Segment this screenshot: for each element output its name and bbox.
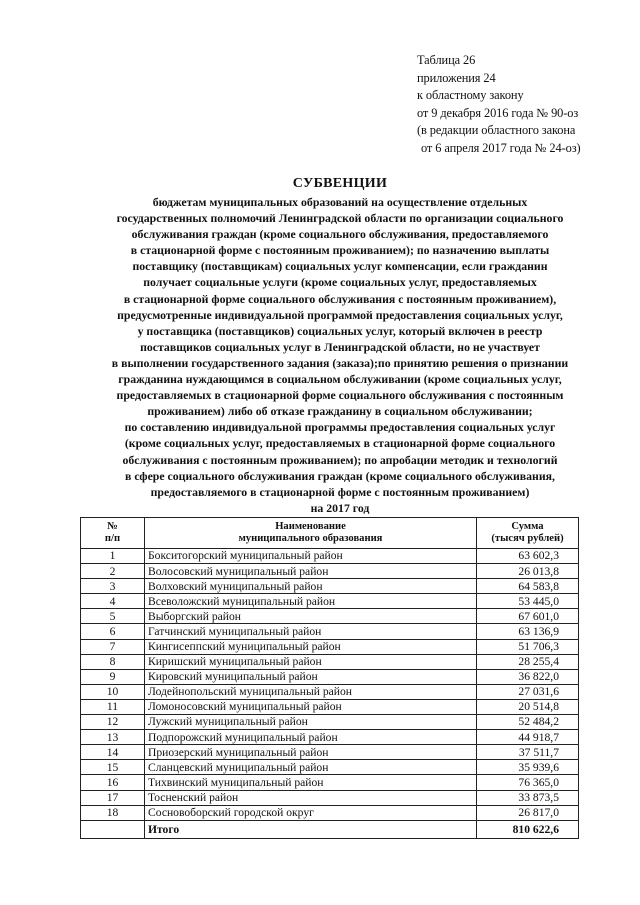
table-row	[81, 699, 579, 714]
total-row	[81, 820, 579, 838]
table-row	[81, 805, 579, 820]
row-name: Приозерский муниципальный район	[145, 745, 477, 760]
table-row	[81, 730, 579, 745]
total-sum: 810 622,6	[477, 820, 579, 838]
header-line: приложения 24	[417, 70, 496, 85]
row-num: 16	[81, 775, 145, 790]
row-name: Гатчинский муниципальный район	[145, 624, 477, 639]
table-row	[81, 775, 579, 790]
subtitle-line: (кроме социальных услуг, предоставляемых в стационарной форме социального	[124, 436, 556, 451]
row-num: 13	[81, 730, 145, 745]
table-row	[81, 624, 579, 639]
row-sum: 76 365,0	[477, 775, 579, 790]
table-row	[81, 669, 579, 684]
table-row	[81, 715, 579, 730]
row-num: 12	[81, 715, 145, 730]
row-name: Кировский муниципальный район	[145, 669, 477, 684]
header-name	[145, 518, 477, 549]
row-num: 10	[81, 684, 145, 699]
header-sum-line1: Сумма	[511, 521, 544, 532]
row-num: 11	[81, 699, 145, 714]
row-sum: 20 514,8	[477, 699, 579, 714]
header-sum-line2: (тысяч рублей)	[491, 533, 564, 544]
row-name: Ломоносовский муниципальный район	[145, 699, 477, 714]
row-num: 17	[81, 790, 145, 805]
row-num: 5	[81, 609, 145, 624]
row-sum: 27 031,6	[477, 684, 579, 699]
row-sum: 63 136,9	[477, 624, 579, 639]
row-sum: 37 511,7	[477, 745, 579, 760]
row-name: Кингисеппский муниципальный район	[145, 639, 477, 654]
table-header-row	[81, 518, 579, 549]
row-name: Волховский муниципальный район	[145, 579, 477, 594]
row-num: 7	[81, 639, 145, 654]
appendix-reference	[417, 52, 637, 158]
row-sum: 63 602,3	[477, 549, 579, 564]
row-sum: 44 918,7	[477, 730, 579, 745]
subsidies-table	[80, 517, 579, 839]
row-sum: 35 939,6	[477, 760, 579, 775]
table-row	[81, 639, 579, 654]
row-num: 8	[81, 654, 145, 669]
row-name: Тихвинский муниципальный район	[145, 775, 477, 790]
header-name-line2: муниципального образования	[238, 533, 383, 544]
header-line: (в редакции областного закона	[417, 123, 576, 138]
subtitle-line: гражданина нуждающимся в социальном обслуживании (кроме социальных услуг,	[118, 372, 562, 387]
subtitle-line: в выполнении государственного задания (заказа);по принятию решения о признании	[111, 355, 569, 370]
table-row	[81, 594, 579, 609]
row-num: 9	[81, 669, 145, 684]
row-sum: 52 484,2	[477, 715, 579, 730]
row-num: 1	[81, 549, 145, 564]
row-name: Всеволожский муниципальный район	[145, 594, 477, 609]
row-name: Тосненский район	[145, 790, 477, 805]
subtitle-line: предусмотренные индивидуальной программой предоставления социальных услуг,	[117, 307, 563, 322]
table-row	[81, 790, 579, 805]
document-subtitle	[60, 194, 620, 516]
table-row	[81, 760, 579, 775]
row-name: Бокситогорский муниципальный район	[145, 549, 477, 564]
row-name: Выборгский район	[145, 609, 477, 624]
total-label: Итого	[145, 820, 477, 838]
subtitle-line: обслуживания граждан (кроме социального обслуживания, предоставляемого	[131, 227, 549, 242]
header-sum	[477, 518, 579, 549]
row-sum: 33 873,5	[477, 790, 579, 805]
total-num-cell	[81, 820, 145, 838]
subtitle-line: в стационарной форме с постоянным проживанием); по назначению выплаты	[130, 243, 550, 258]
row-name: Сосновоборский городской округ	[145, 805, 477, 820]
row-num: 3	[81, 579, 145, 594]
row-name: Киришский муниципальный район	[145, 654, 477, 669]
row-num: 2	[81, 564, 145, 579]
table-row	[81, 564, 579, 579]
row-sum: 26 817,0	[477, 805, 579, 820]
subtitle-line: в стационарной форме социального обслуживания с постоянным проживанием),	[123, 291, 557, 306]
row-sum: 53 445,0	[477, 594, 579, 609]
subtitle-line: поставщиков социальных услуг в Ленинградской области, но не участвует	[140, 339, 540, 354]
row-name: Волосовский муниципальный район	[145, 564, 477, 579]
subtitle-line: предоставляемых в стационарной форме социального обслуживания с постоянным	[116, 388, 564, 403]
subtitle-year: на 2017 год	[310, 500, 370, 515]
table-row	[81, 654, 579, 669]
subtitle-line: в сфере социального обслуживания граждан (кроме социального обслуживания,	[125, 468, 555, 483]
subtitle-line: получает социальные услуги (кроме социальных услуг, предоставляемых	[143, 275, 537, 290]
subtitle-line: государственных полномочий Ленинградской области по организации социального	[116, 211, 564, 226]
table-row	[81, 609, 579, 624]
subtitle-line: проживанием) либо об отказе гражданину в социальном обслуживании;	[147, 404, 533, 419]
table-row	[81, 745, 579, 760]
subtitle-line: бюджетам муниципальных образований на осуществление отдельных	[152, 195, 528, 209]
row-sum: 64 583,8	[477, 579, 579, 594]
row-sum: 51 706,3	[477, 639, 579, 654]
header-line: от 9 декабря 2016 года № 90-оз	[417, 105, 579, 120]
row-sum: 67 601,0	[477, 609, 579, 624]
table-row	[81, 579, 579, 594]
document-title: СУБВЕНЦИИ	[292, 176, 388, 191]
header-line: к областному закону	[417, 88, 524, 103]
table-row	[81, 684, 579, 699]
subtitle-line: поставщику (поставщикам) социальных услуг компенсации, если гражданин	[132, 259, 548, 274]
header-num	[81, 518, 145, 549]
row-name: Лодейнопольский муниципальный район	[145, 684, 477, 699]
header-num-line2: п/п	[104, 533, 121, 544]
header-num-line1: №	[107, 521, 118, 532]
subtitle-line: обслуживания с постоянным проживанием); по апробации методик и технологий	[122, 452, 558, 467]
header-line: Таблица 26	[417, 53, 476, 67]
header-line: от 6 апреля 2017 года № 24-оз)	[421, 140, 581, 155]
row-name: Лужский муниципальный район	[145, 715, 477, 730]
subtitle-line: по составлению индивидуальной программы предоставления социальных услуг	[124, 420, 556, 435]
table-row	[81, 549, 579, 564]
row-sum: 28 255,4	[477, 654, 579, 669]
row-sum: 36 822,0	[477, 669, 579, 684]
row-num: 4	[81, 594, 145, 609]
row-num: 18	[81, 805, 145, 820]
row-name: Подпорожский муниципальный район	[145, 730, 477, 745]
subtitle-line: предоставляемого в стационарной форме с постоянным проживанием)	[150, 484, 530, 499]
row-num: 15	[81, 760, 145, 775]
subtitle-line: у поставщика (поставщиков) социальных услуг, который включен в реестр	[137, 323, 543, 338]
row-name: Сланцевский муниципальный район	[145, 760, 477, 775]
row-sum: 26 013,8	[477, 564, 579, 579]
header-name-line1: Наименование	[275, 521, 346, 532]
row-num: 14	[81, 745, 145, 760]
row-num: 6	[81, 624, 145, 639]
